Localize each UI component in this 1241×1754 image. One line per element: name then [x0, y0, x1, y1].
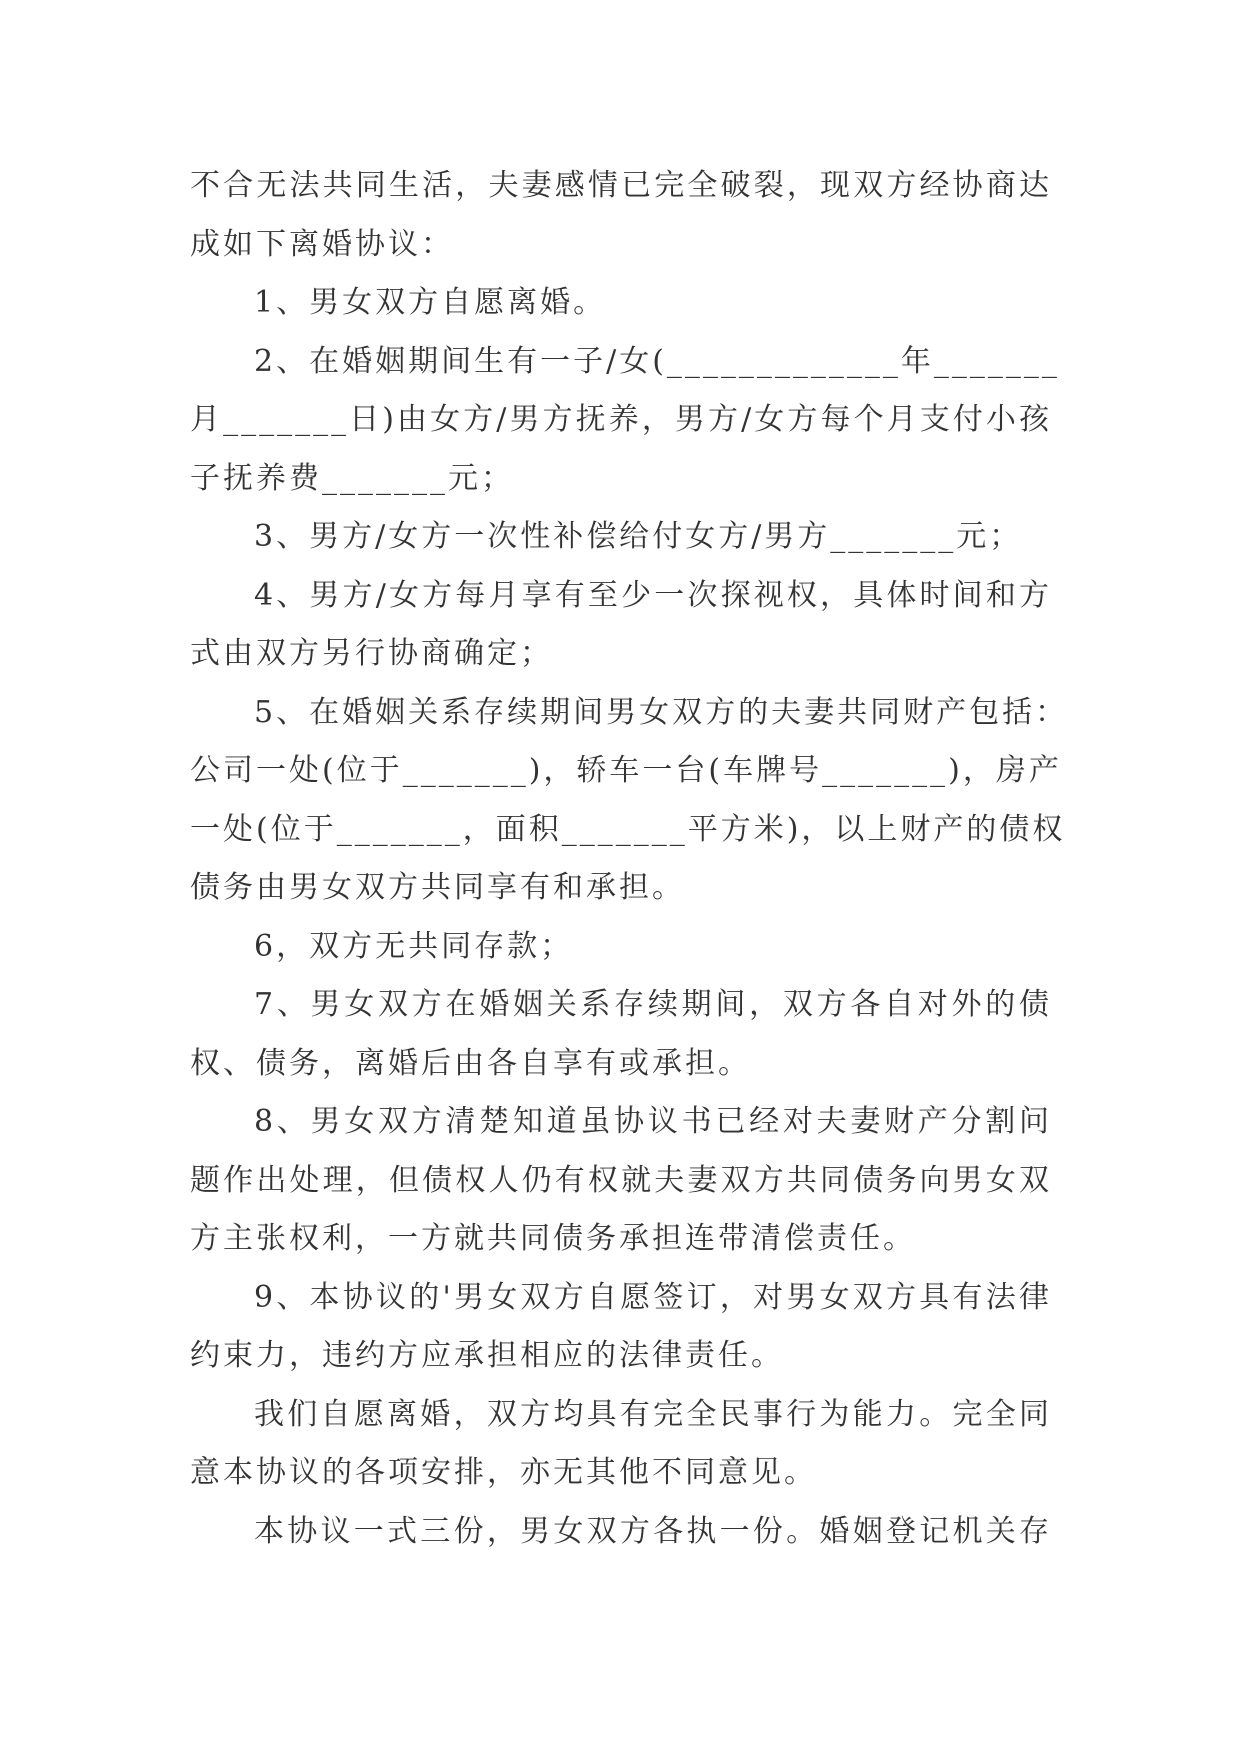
document-line: 本协议一式三份，男女双方各执一份。婚姻登记机关存: [254, 1513, 1052, 1549]
document-line: 式由双方另行协商确定；: [190, 636, 553, 671]
document-line: 公司一处(位于_______)，轿车一台(车牌号_______)，房产: [190, 753, 1062, 788]
document-line: 我们自愿离婚，双方均具有完全民事行为能力。完全同: [254, 1396, 1052, 1432]
document-line: 2、在婚姻期间生有一子/女(_____________年_______: [254, 343, 1060, 379]
document-line: 约束力，违约方应承担相应的法律责任。: [190, 1338, 784, 1373]
document-line: 8、男女双方清楚知道虽协议书已经对夫妻财产分割问: [254, 1104, 1052, 1139]
document-line: 债务由男女双方共同享有和承担。: [190, 870, 685, 905]
document-line: 不合无法共同生活，夫妻感情已完全破裂，现双方经协商达: [190, 168, 1052, 203]
document-line: 子抚养费_______元；: [190, 460, 514, 496]
document-line: 成如下离婚协议：: [190, 226, 454, 262]
document-line: 1、男女双方自愿离婚。: [254, 285, 607, 320]
document-line: 方主张权利，一方就共同债务承担连带清偿责任。: [190, 1221, 916, 1256]
document-line: 6，双方无共同存款；: [254, 928, 574, 964]
document-line: 意本协议的各项安排，亦无其他不同意见。: [190, 1455, 817, 1490]
document-line: 3、男方/女方一次性补偿给付女方/男方_______元；: [254, 519, 1023, 554]
document-line: 一处(位于_______，面积_______平方米)，以上财产的债权: [190, 811, 1066, 847]
document-line: 权、债务，离婚后由各自享有或承担。: [190, 1045, 751, 1081]
document-line: 7、男女双方在婚姻关系存续期间，双方各自对外的债: [254, 987, 1052, 1022]
document-body: [190, 157, 1069, 1561]
document-line: 月_______日)由女方/男方抚养，男方/女方每个月支付小孩: [190, 402, 1052, 437]
document-line: 5、在婚姻关系存续期间男女双方的夫妻共同财产包括：: [254, 694, 1069, 730]
document-line: 9、本协议的'男女双方自愿签订，对男女双方具有法律: [254, 1279, 1052, 1315]
document-line: 4、男方/女方每月享有至少一次探视权，具体时间和方: [254, 577, 1052, 613]
document-line: 题作出处理，但债权人仍有权就夫妻双方共同债务向男女双: [190, 1162, 1052, 1198]
